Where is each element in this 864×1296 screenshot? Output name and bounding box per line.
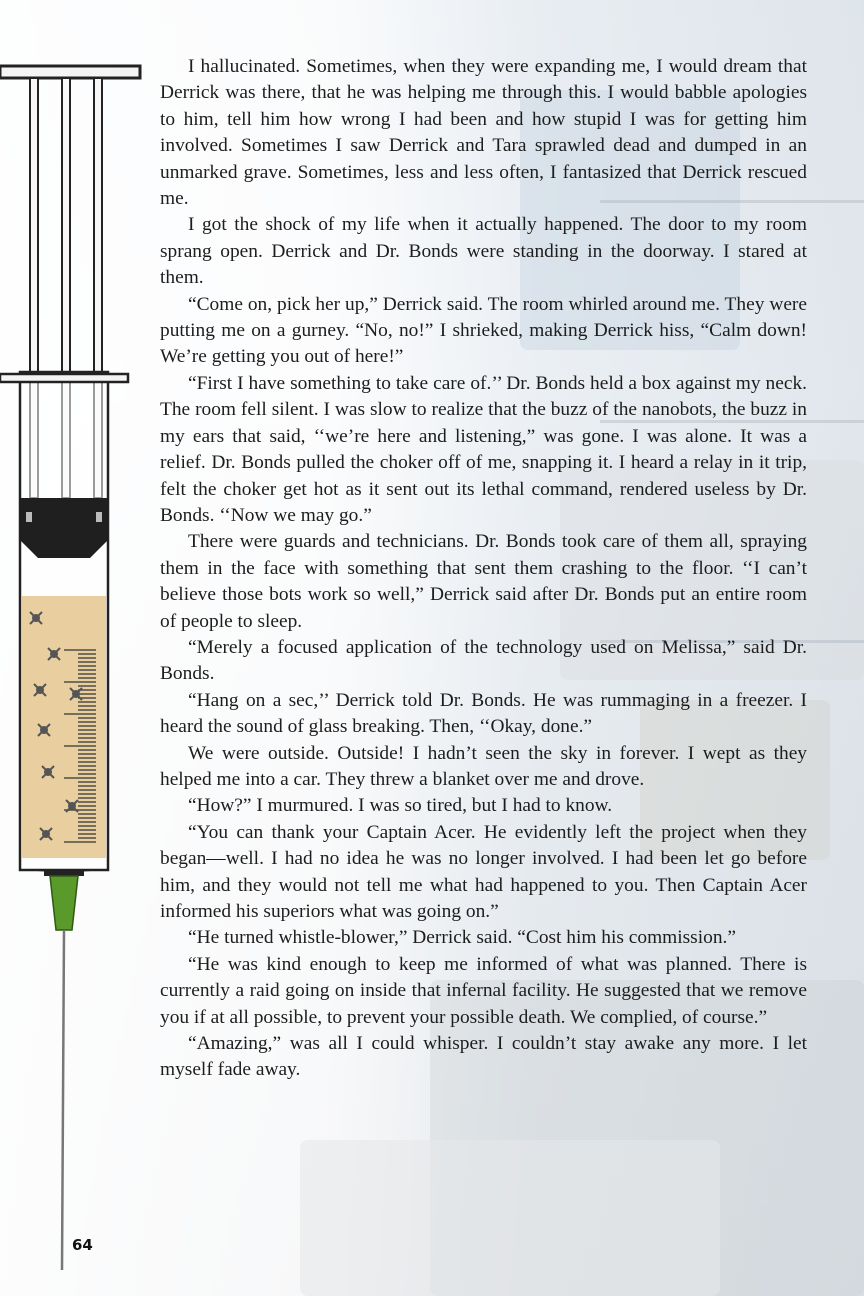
syringe-liquid	[22, 596, 106, 858]
paragraph: We were outside. Outside! I hadn’t seen the sky in forever. I wept as they helped me into a car. They threw a blanket over me and drove.	[160, 742, 807, 790]
paragraph: “First I have something to take care of.’’ Dr. Bonds held a box against my neck. The room fell silent. I was slow to realize that the buzz of the nanobots, the buzz in my ears that said, ‘‘we’re here and listening,” was gone. I was alone. It was a relief. Dr. Bonds pulled the choker off of me, snapping it. I heard a relay in it trip, felt the choker get hot as it sent out its lethal command, rendered useless by Dr. Bonds. ‘‘Now we may go.”	[160, 372, 807, 526]
page-body-text	[160, 54, 807, 1084]
paragraph: I got the shock of my life when it actually happened. The door to my room sprang open. Derrick and Dr. Bonds were standing in the doorway. I stared at them.	[160, 214, 807, 289]
paragraph: “Merely a focused application of the technology used on Melissa,” said Dr. Bonds.	[160, 636, 807, 685]
plunger-thumb-rest	[0, 66, 140, 78]
finger-flange	[0, 374, 128, 382]
paragraph: “He turned whistle-blower,” Derrick said. “Cost him his commission.”	[188, 927, 736, 949]
plunger-stopper	[20, 498, 108, 558]
paragraph: “How?” I murmured. I was so tired, but I had to know.	[188, 795, 613, 817]
paragraph: “Amazing,” was all I could whisper. I couldn’t stay awake any more. I let myself fade away.	[160, 1033, 807, 1081]
paragraph: “He was kind enough to keep me informed of what was planned. There is currently a raid going on inside that infernal facility. He suggested that we remove you if at all possible, to prevent your possible death. We complied, of course.”	[160, 953, 807, 1028]
syringe-illustration	[0, 0, 150, 1296]
stopper-highlight	[26, 512, 32, 522]
paragraph: There were guards and technicians. Dr. Bonds took care of them all, spraying them in the face with something that sent them crashing to the floor. ‘‘I can’t believe those bots work so well,” Derrick said after Dr. Bonds put an entire room of people to sleep.	[160, 531, 807, 632]
background-counter	[300, 1140, 720, 1296]
needle-collar	[44, 870, 84, 876]
needle-shaft	[62, 930, 64, 1270]
paragraph: “You can thank your Captain Acer. He evidently left the project when they began—well. I had no idea he was no longer involved. I had been let go before him, and they would not tell me what had happened to you. Then Captain Acer informed his superiors what was going on.”	[160, 821, 807, 922]
page-number: 64	[72, 1236, 93, 1254]
paragraph: “Come on, pick her up,” Derrick said. The room whirled around me. They were putting me on a gurney. “No, no!” I shrieked, making Derrick hiss, “Calm down! We’re getting you out of here!”	[160, 293, 807, 368]
paragraph: I hallucinated. Sometimes, when they were expanding me, I would dream that Derrick was there, that he was helping me through this. I would babble apologies to him, tell him how wrong I had been and how stupid I was for getting him involved. Sometimes I saw Derrick and Tara sprawled dead and dumped in an unmarked grave. Sometimes, less and less often, I fantasized that Derrick rescued me.	[160, 56, 807, 210]
paragraph: “Hang on a sec,’’ Derrick told Dr. Bonds. He was rummaging in a freezer. I heard the sound of glass breaking. Then, ‘‘Okay, done.”	[160, 689, 807, 738]
stopper-highlight	[96, 512, 102, 522]
needle-hub	[50, 876, 78, 930]
